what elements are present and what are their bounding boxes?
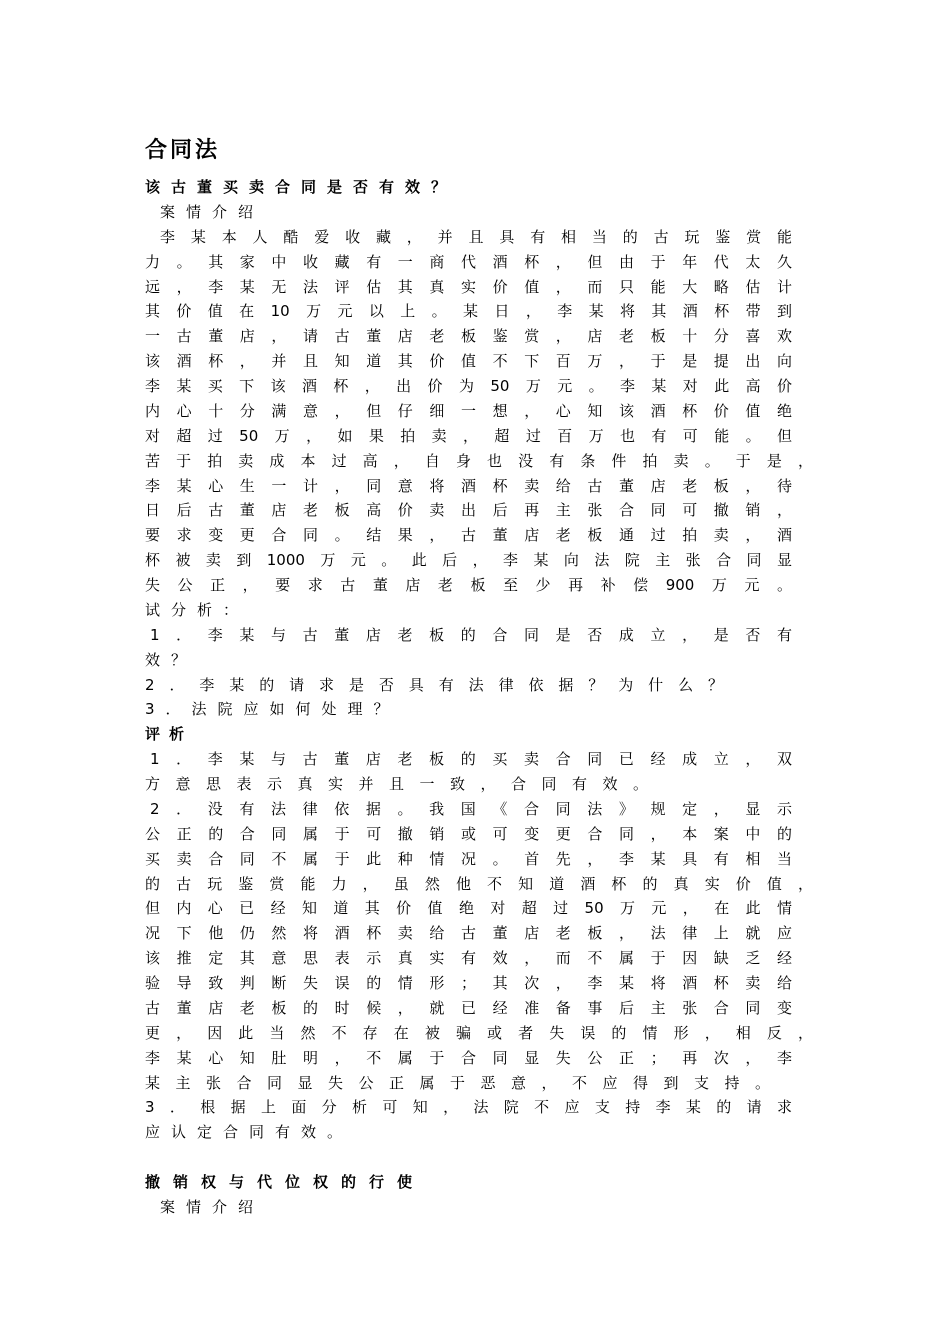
case2-heading: 撤销权与代位权的行使: [145, 1173, 426, 1191]
analysis-line: 古董店老板的时候，就已经准备事后主张合同变: [145, 999, 792, 1017]
case1-line: 对超过50万，如果拍卖，超过百万也有可能。但: [145, 427, 792, 445]
analysis-line: 买卖合同不属于此种情况。首先，李某具有相当: [145, 850, 792, 868]
analysis-line: 但内心已经知道其价值绝对超过50万元，在此情: [145, 899, 792, 917]
analysis-line: 更，因此当然不存在被骗或者失误的情形，相反，: [145, 1024, 813, 1042]
analysis-line: 公正的合同属于可撤销或可变更合同，本案中的: [145, 825, 792, 843]
case1-line: 李某买下该酒杯，出价为50万元。李某对此高价: [145, 377, 792, 395]
case1-question: 2．李某的请求是否具有法律依据？为什么？: [145, 676, 723, 694]
analysis-line: 的古玩鉴赏能力，虽然他不知道酒杯的真实价值，: [145, 875, 813, 893]
analysis-line: 某主张合同显失公正属于恶意，不应得到支持。: [145, 1074, 770, 1092]
case1-line: 其价值在10万元以上。某日，李某将其酒杯带到: [145, 302, 792, 320]
case1-question: 1．李某与古董店老板的合同是否成立，是否有: [150, 626, 792, 644]
case1-heading: 该古董买卖合同是否有效？: [145, 178, 458, 196]
case2-intro-label: 案情介绍: [160, 1198, 265, 1216]
case1-line: 苦于拍卖成本过高，自身也没有条件拍卖。于是，: [145, 452, 813, 470]
case1-question-label: 试分析：: [145, 601, 250, 619]
case1-line: 该酒杯，并且知道其价值不下百万，于是提出向: [145, 352, 792, 370]
case1-line: 一古董店，请古董店老板鉴赏，店老板十分喜欢: [145, 327, 792, 345]
case1-line: 李某本人酷爱收藏，并且具有相当的古玩鉴赏能: [160, 228, 792, 246]
analysis-line: 李某心知肚明，不属于合同显失公正；再次，李: [145, 1049, 792, 1067]
analysis-line: 3．根据上面分析可知，法院不应支持李某的请求: [145, 1098, 792, 1116]
analysis-line: 该推定其意思表示真实有效，而不属于因缺乏经: [145, 949, 792, 967]
case1-line: 李某心生一计，同意将酒杯卖给古董店老板，待: [145, 477, 792, 495]
case1-line: 杯被卖到1000万元。此后，李某向法院主张合同显: [145, 551, 792, 569]
analysis-line: 况下他仍然将酒杯卖给古董店老板，法律上就应: [145, 924, 792, 942]
analysis-line: 2．没有法律依据。我国《合同法》规定，显示: [150, 800, 792, 818]
case1-line: 远，李某无法评估其真实价值，而只能大略估计: [145, 278, 792, 296]
case1-line: 日后古董店老板高价卖出后再主张合同可撤销，: [145, 501, 792, 519]
case1-line: 力。其家中收藏有一商代酒杯，但由于年代太久: [145, 253, 792, 271]
case1-analysis-label: 评析: [145, 725, 194, 743]
analysis-line: 1．李某与古董店老板的买卖合同已经成立，双: [150, 750, 792, 768]
case1-line: 要求变更合同。结果，古董店老板通过拍卖，酒: [145, 526, 792, 544]
analysis-line: 应认定合同有效。: [145, 1123, 354, 1141]
case1-intro-label: 案情介绍: [160, 203, 265, 221]
case1-question: 3．法院应如何处理？: [145, 700, 400, 718]
analysis-line: 方意思表示真实并且一致，合同有效。: [145, 775, 648, 793]
case1-line: 内心十分满意，但仔细一想，心知该酒杯价值绝: [145, 402, 792, 420]
document-title: 合同法: [145, 138, 221, 163]
case1-line: 失公正，要求古董店老板至少再补偿900万元。: [145, 576, 792, 594]
case1-question: 效？: [145, 651, 198, 669]
analysis-line: 验导致判断失误的情形；其次，李某将酒杯卖给: [145, 974, 792, 992]
